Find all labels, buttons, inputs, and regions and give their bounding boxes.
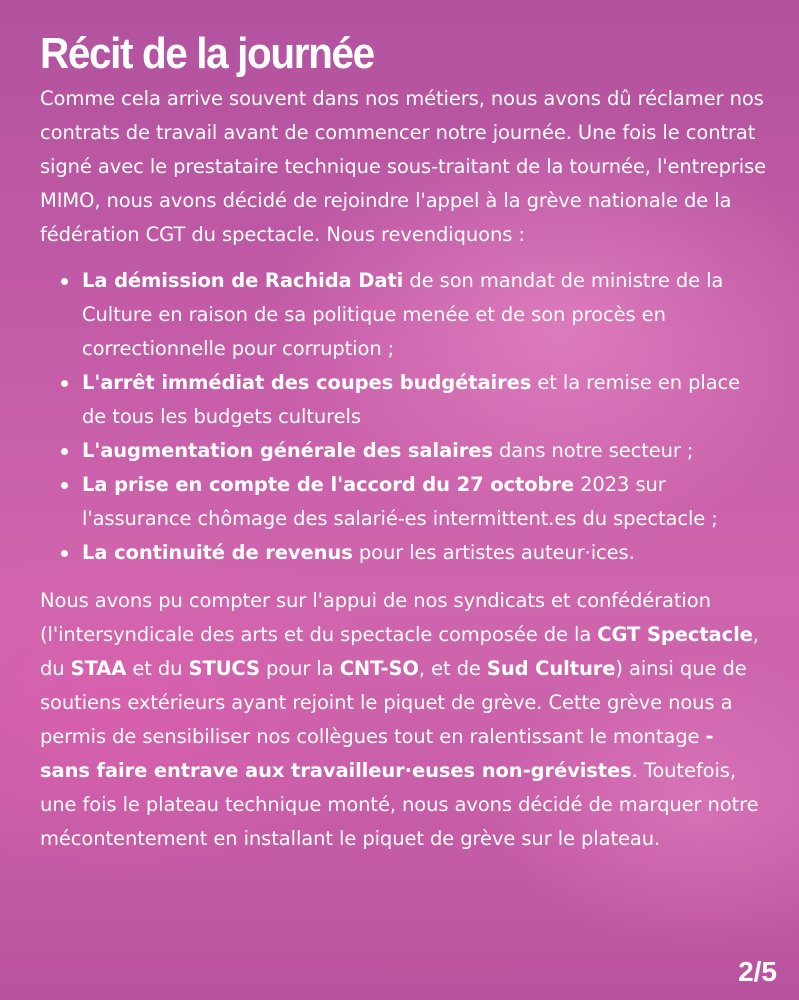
page-title: Récit de la journée xyxy=(40,29,374,78)
closing-emphasis: - sans faire entrave aux travailleur·euses non-grévistes xyxy=(40,725,714,782)
demand-item xyxy=(40,264,770,366)
closing-text: pour la xyxy=(259,657,340,680)
union-staa: STAA xyxy=(70,657,127,680)
demand-item xyxy=(40,434,770,468)
page-content xyxy=(40,26,770,856)
demand-text: 2023 sur l'assurance chômage des salarié-es intermittent.es du spectacle ; xyxy=(82,473,718,530)
demand-item xyxy=(40,366,770,434)
closing-text: . Toutefois, une fois le plateau technique monté, nous avons décidé de marquer notre mécontentement en installant le piquet de grève sur le plateau. xyxy=(40,759,759,850)
demand-text: et la remise en place de tous les budgets culturels xyxy=(82,371,741,428)
closing-text: , et de xyxy=(418,657,487,680)
demand-bold: La démission de Rachida Dati xyxy=(82,269,404,292)
demand-bold: L'arrêt immédiat des coupes budgétaires xyxy=(82,371,532,394)
demand-item xyxy=(40,536,770,570)
closing-text: et du xyxy=(126,657,189,680)
union-cgt-spectacle: CGT Spectacle xyxy=(597,623,753,646)
closing-text: Nous avons pu compter sur l'appui de nos syndicats et confédération (l'intersyndicale des arts et du spectacle composée de la xyxy=(40,589,711,646)
closing-paragraph xyxy=(40,584,770,856)
union-sud-culture: Sud Culture xyxy=(486,657,616,680)
demand-bold: La prise en compte de l'accord du 27 octobre xyxy=(82,473,575,496)
demand-bold: L'augmentation générale des salaires xyxy=(82,439,493,462)
page-number: 2/5 xyxy=(738,956,777,987)
union-stucs: STUCS xyxy=(188,657,260,680)
demand-text: dans notre secteur ; xyxy=(492,439,694,462)
union-cnt-so: CNT-SO xyxy=(339,657,419,680)
closing-text: , du xyxy=(40,623,759,680)
demand-text: de son mandat de ministre de la Culture en raison de sa politique menée et de son procès en correctionnelle pour corruption ; xyxy=(82,269,724,360)
demand-bold: La continuité de revenus xyxy=(82,541,353,564)
demands-list xyxy=(40,264,770,570)
closing-text: ) ainsi que de soutiens extérieurs ayant rejoint le piquet de grève. Cette grève nous a permis de sensibiliser nos collègues tout en ralentissant le montage xyxy=(40,657,747,748)
demand-item xyxy=(40,468,770,536)
demand-text: pour les artistes auteur·ices. xyxy=(352,541,635,564)
intro-paragraph: Comme cela arrive souvent dans nos métiers, nous avons dû réclamer nos contrats de travail avant de commencer notre journée. Une fois le contrat signé avec le prestataire technique sous-traitant de la tournée, l'entreprise MIMO, nous avons décidé de rejoindre l'appel à la grève nationale de la fédération CGT du spectacle. Nous revendiquons : xyxy=(40,87,767,246)
